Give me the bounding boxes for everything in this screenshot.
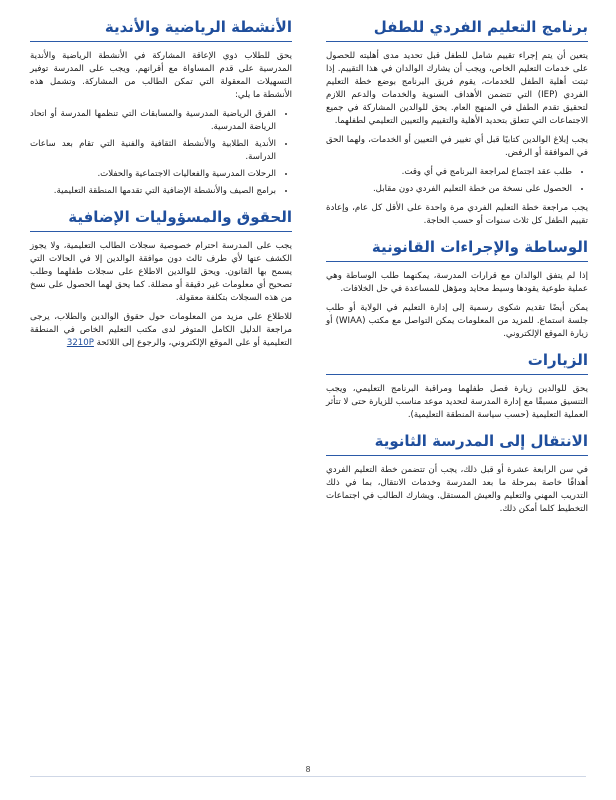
- section-mediation: [326, 238, 588, 341]
- paragraph-text: للاطلاع على مزيد من المعلومات حول حقوق الوالدين والطلاب، يرجى مراجعة الدليل الكامل المتوفر لدى مكتب التعليم الخاص في المنطقة التعليمية أو على الموقع الإلكتروني، والرجوع إلى اللائحة: [30, 312, 292, 348]
- left-column: [30, 18, 292, 360]
- paragraph: يحق للوالدين زيارة فصل طفلهما ومراقبة البرنامج التعليمي، ويجب التنسيق مسبقًا مع إدارة المدرسة لتحديد موعد مناسب للزيارة حتى لا تتأثر العملية التعليمية (حسب سياسة المنطقة التعليمية).: [326, 384, 588, 420]
- section-iep: [326, 18, 588, 228]
- paragraph: يحق للطلاب ذوي الإعاقة المشاركة في الأنشطة الرياضية والأندية المدرسية على قدم المساواة مع أقرانهم. ويجب على المدرسة توفير التسهيلات المعقولة التي تمكن الطالب من المشاركة. وتشمل هذه الأنشطة ما يلي:: [30, 51, 292, 100]
- list-item: • برامج الصيف والأنشطة الإضافية التي تقدمها المنطقة التعليمية.: [30, 185, 276, 198]
- paragraph: يجب إبلاغ الوالدين كتابيًا قبل أي تغيير في التعيين أو الخدمات، ولهما الحق في الموافقة أو الرفض.: [326, 135, 588, 158]
- paragraph: يجب مراجعة خطة التعليم الفردي مرة واحدة على الأقل كل عام، وإعادة تقييم الطفل كل ثلاث سنوات أو حسب الحاجة.: [326, 203, 588, 226]
- paragraph: في سن الرابعة عشرة أو قبل ذلك، يجب أن تتضمن خطة التعليم الفردي أهدافًا خاصة بمرحلة ما بعد المدرسة وخدمات الانتقال، بما في ذلك التدريب المهني والتعليم والعيش المستقل. ويشارك الطالب في اجتماعات التخطيط كلما أمكن ذلك.: [326, 465, 588, 514]
- section-rights: [30, 208, 292, 350]
- section-heading: برنامج التعليم الفردي للطفل: [326, 18, 588, 42]
- bullet-list: [326, 166, 588, 196]
- section-heading: الزيارات: [326, 351, 588, 375]
- section-transition: [326, 432, 588, 516]
- right-column: [326, 18, 588, 526]
- section-heading: الوساطة والإجراءات القانونية: [326, 238, 588, 262]
- section-activities: [30, 18, 292, 198]
- list-item: • طلب عقد اجتماع لمراجعة البرنامج في أي وقت.: [326, 166, 572, 179]
- paragraph: إذا لم يتفق الوالدان مع قرارات المدرسة، يمكنهما طلب الوساطة وهي عملية طوعية يقودها وسيط محايد ومؤهل للمساعدة في حل الخلافات.: [326, 271, 588, 294]
- policy-link[interactable]: 3210P: [66, 338, 94, 348]
- footer-divider: [30, 776, 586, 777]
- paragraph: يجب على المدرسة احترام خصوصية سجلات الطالب التعليمية، ولا يجوز الكشف عنها لأي طرف ثالث دون موافقة الوالدين إلا في الحالات التي يسمح بها القانون. ويحق للوالدين الاطلاع على سجلات طفلهما وطلب تصحيح أي معلومات غير دقيقة أو مضللة. كما يحق لهما الحصول على نسخ من هذه السجلات بتكلفة معقولة.: [30, 241, 292, 303]
- list-item: • الفرق الرياضية المدرسية والمسابقات التي تنظمها المدرسة أو اتحاد الرياضة المدرسية.: [30, 108, 276, 134]
- paragraph-with-link: [30, 311, 292, 350]
- bullet-list: [30, 108, 292, 198]
- page-number: 8: [305, 765, 311, 774]
- paragraph: يمكن أيضًا تقديم شكوى رسمية إلى إدارة التعليم في الولاية أو طلب جلسة استماع. للمزيد من المعلومات يمكن التواصل مع مكتب (WIAA) أو زيارة الموقع الإلكتروني.: [326, 303, 589, 339]
- list-item: • الرحلات المدرسية والفعاليات الاجتماعية والحفلات.: [30, 168, 276, 181]
- paragraph: يتعين أن يتم إجراء تقييم شامل للطفل قبل تحديد مدى أهليته للحصول على خدمات التعليم الخاص، ويجب أن يشارك الوالدان في هذا التقييم. إذا ثبتت أهلية الطفل للخدمات، يقوم فريق البرنامج بوضع خطة التعليم الفردي (IEP) التي تتضمن الأهداف السنوية والخدمات والدعم اللازم لتحقيق تقدم الطفل في المنهج العام. يحق للوالدين المشاركة في جميع الاجتماعات التي تتعلق بتحديد الأهلية والتقييم والتعيين التعليمي لطفلهما.: [326, 51, 588, 126]
- section-heading: الأنشطة الرياضية والأندية: [30, 18, 292, 42]
- list-item: • الحصول على نسخة من خطة التعليم الفردي دون مقابل.: [326, 183, 572, 196]
- section-heading: الانتقال إلى المدرسة الثانوية: [326, 432, 588, 456]
- section-heading: الحقوق والمسؤوليات الإضافية: [30, 208, 292, 232]
- list-item: • الأندية الطلابية والأنشطة الثقافية والفنية التي تقام بعد ساعات الدراسة.: [30, 138, 276, 164]
- section-visits: [326, 351, 588, 422]
